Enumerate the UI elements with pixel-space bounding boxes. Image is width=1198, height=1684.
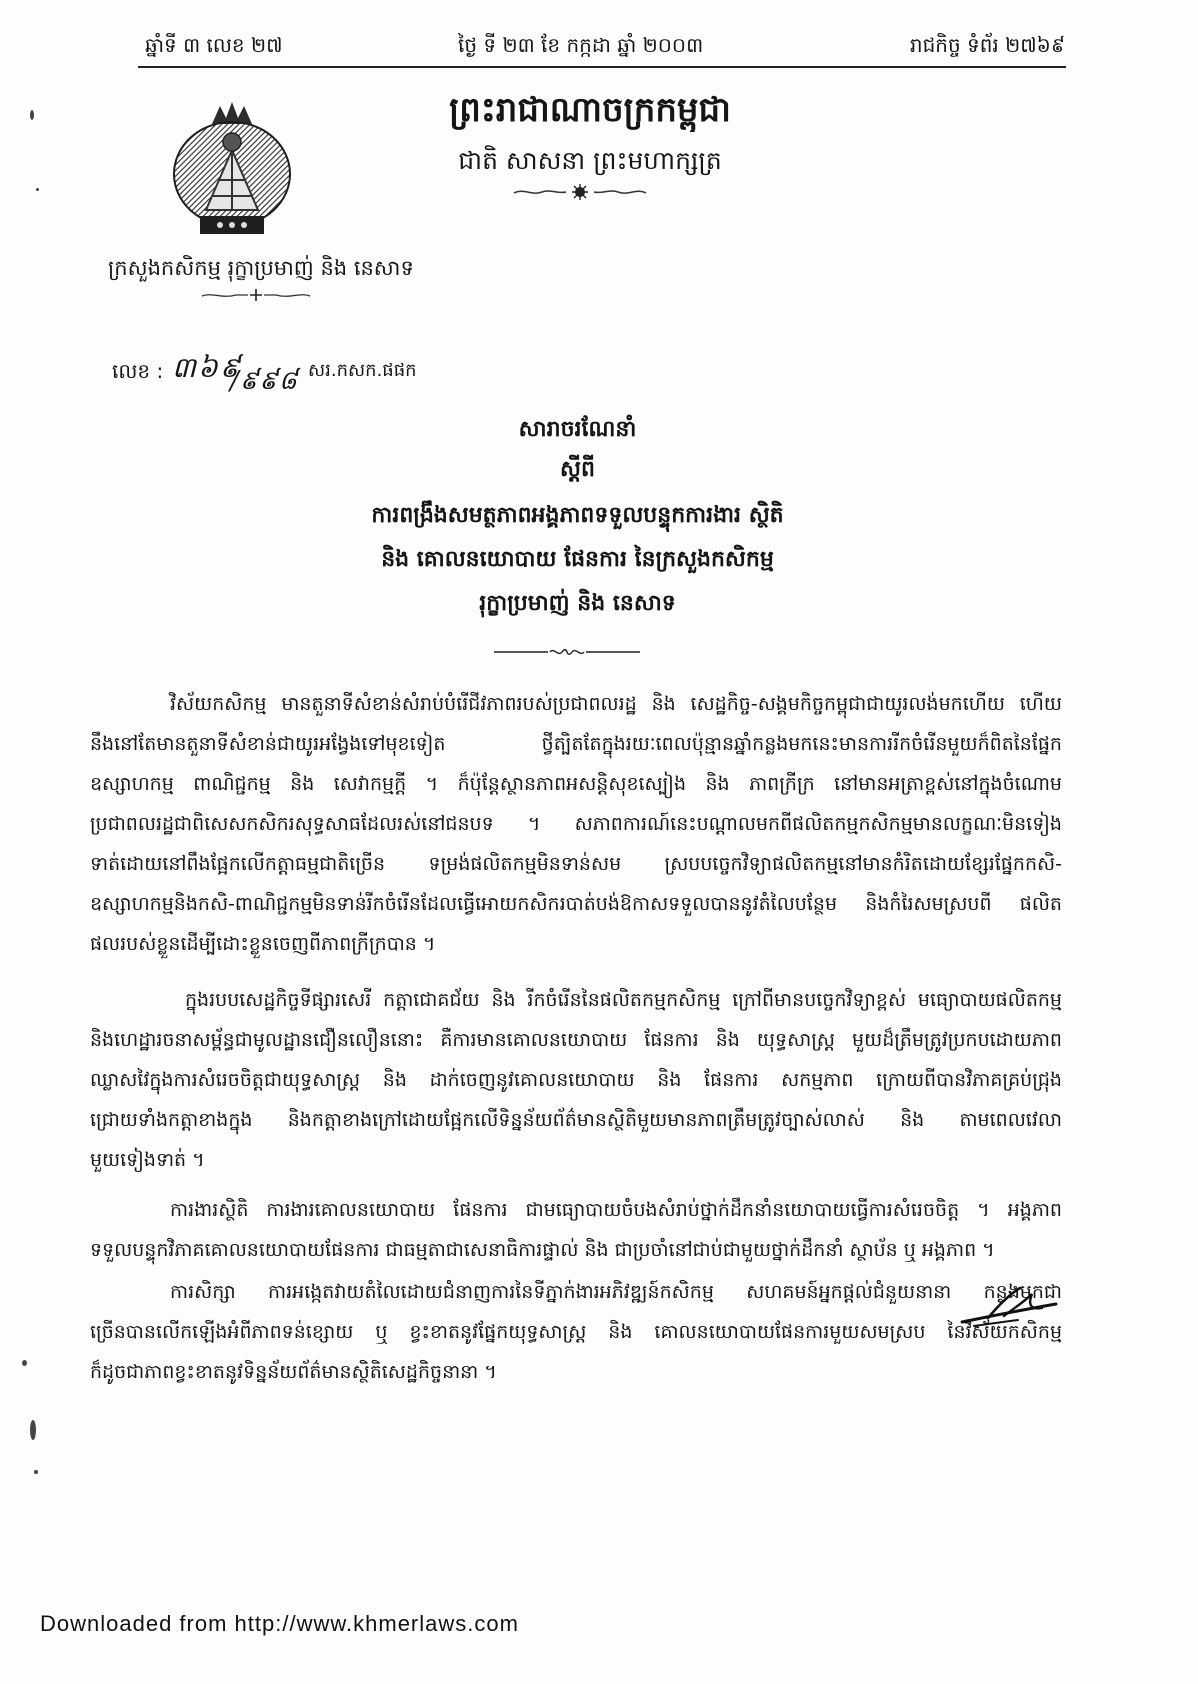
document-title-line: ការពង្រឹងសមត្ថភាពអង្គភាពទទួលបន្ទុកការងារ ស្ថិតិ (371, 503, 784, 528)
ornament-divider-icon (510, 182, 650, 202)
header-divider (138, 66, 1066, 68)
paragraph-line: ការសិក្សា ការអង្កេតវាយតំលៃដោយជំនាញការនៃទីភ្នាក់ងារអភិវឌ្ឍន៍កសិកម្ម សហគមន៍អ្នកផ្តល់ជំនួយនានា កន្លងមកជា (170, 1281, 1062, 1303)
document-title-line: និង គោលនយោបាយ ផែនការ នៃក្រសួងកសិកម្ម (381, 547, 774, 572)
document-about: ស្តីពី (560, 457, 595, 482)
paragraph-line: ទាត់ដោយនៅពឹងផ្អែកលើកត្តាធម្មជាតិច្រើន ទម្រង់ផលិតកម្មមិនទាន់សម ស្របបច្ចេកវិទ្យាផលិតកម្មនៅមានកំរិតដោយខ្សែរផ្នែកកសិ- (90, 853, 1062, 875)
kingdom-name: ព្រះរាជាណាចក្រកម្ពុជា (449, 90, 731, 130)
paragraph-line: ផលរបស់ខ្លួនដើម្បីដោះខ្លួនចេញពីភាពក្រីក្របាន ។ (90, 933, 436, 955)
gazette-date: ថ្ងៃ ទី ២៣ ខែ កក្កដា ឆ្នាំ ២០០៣ (458, 33, 704, 57)
paragraph-line: ឈ្លាសវៃក្នុងការសំរេចចិត្តជាយុទ្ធសាស្ត្រ និង ដាក់ចេញនូវគោលនយោបាយ និង ផែនការ សកម្មភាព ក្រោយពីបានវិភាគគ្រប់ជ្រុង (90, 1069, 1062, 1091)
gazette-page-number: រាជកិច្ច ទំព័រ ២៧៦៩ (909, 33, 1065, 57)
body-paragraph (90, 1272, 1062, 1392)
reference-handwritten-subnumber: /៩៩៨ (230, 366, 298, 396)
ministry-ornament-icon (196, 288, 316, 302)
document-title-line: រុក្ខាប្រមាញ់ និង នេសាទ (479, 591, 676, 616)
paragraph-line: នឹងនៅតែមានតួនាទីសំខាន់ជាយូរអង្វែងទៅមុខទៀត ថ្វីត្បិតតែក្នុងរយៈពេលប៉ុន្មានឆ្នាំកន្លងមកនេះមានការរីកចំរើនមួយក៏ពិតនៃផ្នែក (90, 733, 1062, 755)
royal-emblem-icon (168, 98, 296, 246)
paragraph-line: ជ្រោយទាំងកត្តាខាងក្នុង និងកត្តាខាងក្រៅដោយផ្អែកលើទិន្នន័យព័ត៌មានស្ថិតិមួយមានភាពត្រឹមត្រូវច្បាស់លាស់ និង តាមពេលវេលា (90, 1109, 1062, 1131)
gazette-issue: ឆ្នាំទី ៣ លេខ ២៧ (145, 33, 283, 57)
paragraph-line: ក៏ដូចជាភាពខ្វះខាតនូវទិន្នន័យព័ត៌មានស្ថិតិសេដ្ឋកិច្ចនានា ។ (90, 1361, 497, 1383)
reference-code: សរ.កសក.ផផក (308, 360, 417, 381)
body-paragraph (90, 1190, 1062, 1270)
scan-speck (30, 110, 34, 120)
paragraph-line: ការងារស្ថិតិ ការងារគោលនយោបាយ ផែនការ ជាមធ្យោបាយចំបងសំរាប់ថ្នាក់ដឹកនាំនយោបាយធ្វើការសំរេចចិត្ត ។ អង្គភាព (170, 1199, 1062, 1221)
paragraph-line: មួយទៀងទាត់ ។ (90, 1149, 205, 1171)
paragraph-line: ច្រើនបានលើកឡើងអំពីភាពទន់ខ្សោយ ឬ ខ្វះខាតនូវផ្នែកយុទ្ធសាស្ត្រ និង គោលនយោបាយផែនការមួយសមស្រប នៃវិស័យកសិកម្ម (90, 1321, 1062, 1343)
paragraph-line: ទទួលបន្ទុកវិភាគគោលនយោបាយផែនការ ជាធម្មតាជាសេនាធិការផ្ទាល់ និង ជាប្រចាំនៅជាប់ជាមួយថ្នាក់ដឹកនាំ ស្ថាប័ន ឬ អង្គភាព ។ (90, 1239, 995, 1261)
reference-label: លេខ : (112, 359, 164, 383)
handwritten-initials-icon (958, 1282, 1062, 1330)
reference-handwritten-number: ៣៦៩ (172, 351, 242, 384)
emblem-sun (223, 133, 241, 151)
scan-speck (34, 1470, 38, 1474)
scan-speck (36, 188, 39, 191)
body-paragraph (90, 684, 1062, 964)
paragraph-line: ឧស្សាហកម្មនិងកសិ-ពាណិជ្ជកម្មមិនទាន់រីកចំរើនដែលធ្វើអោយកសិករបាត់បង់ឱកាសទទួលបាននូវតំលៃបន្ថែម និងកំរៃសមស្របពី ផលិត (90, 893, 1062, 915)
title-separator-icon (492, 644, 642, 660)
scan-speck (30, 1420, 36, 1440)
paragraph-line: ក្នុងរបបសេដ្ឋកិច្ចទីផ្សារសេរី កត្តាជោគជ័យ និង រីកចំរើននៃផលិតកម្មកសិកម្ម ក្រៅពីមានបច្ចេកវិទ្យាខ្ពស់ មធ្យោបាយផលិតកម្ម (185, 989, 1062, 1011)
body-paragraph (90, 980, 1062, 1180)
scan-speck (22, 1360, 27, 1366)
download-source-note: Downloaded from http://www.khmerlaws.com (40, 1611, 519, 1636)
paragraph-line: ប្រជាពលរដ្ឋជាពិសេសកសិករសុទ្ធសាធដែលរស់នៅជនបទ ។ សភាពការណ៍នេះបណ្តាលមកពីផលិតកម្មកសិកម្មមានលក្ខណៈមិនទៀង (90, 813, 1062, 835)
paragraph-line: វិស័យកសិកម្ម មានតួនាទីសំខាន់សំរាប់បំរើជីវភាពរបស់ប្រជាពលរដ្ឋ និង សេដ្ឋកិច្ច-សង្គមកិច្ចកម្ពុជាជាយូរលង់មកហើយ ហើយ (170, 693, 1062, 715)
national-motto: ជាតិ សាសនា ព្រះមហាក្សត្រ (458, 146, 722, 175)
paragraph-line: ឧស្សាហកម្ម ពាណិជ្ជកម្ម និង សេវាកម្មក្តី ។ ក៏ប៉ុន្តែស្ថានភាពអសន្តិសុខស្បៀង និង ភាពក្រីក្រ នៅមានអត្រាខ្ពស់នៅក្នុងចំណោម (90, 773, 1062, 795)
document-type: សារាចរណែនាំ (518, 417, 637, 442)
emblem-crown (212, 102, 252, 124)
reference-number (112, 350, 432, 402)
ministry-name: ក្រសួងកសិកម្ម រុក្ខាប្រមាញ់ និង នេសាទ (108, 256, 414, 280)
paragraph-line: និងហេដ្ឋារចនាសម្ព័ន្ធជាមូលដ្ឋានជឿនលឿននោះ គឺការមានគោលនយោបាយ ផែនការ និង យុទ្ធសាស្ត្រ មួយដ៏ត្រឹមត្រូវប្រកបដោយភាព (90, 1029, 1062, 1051)
